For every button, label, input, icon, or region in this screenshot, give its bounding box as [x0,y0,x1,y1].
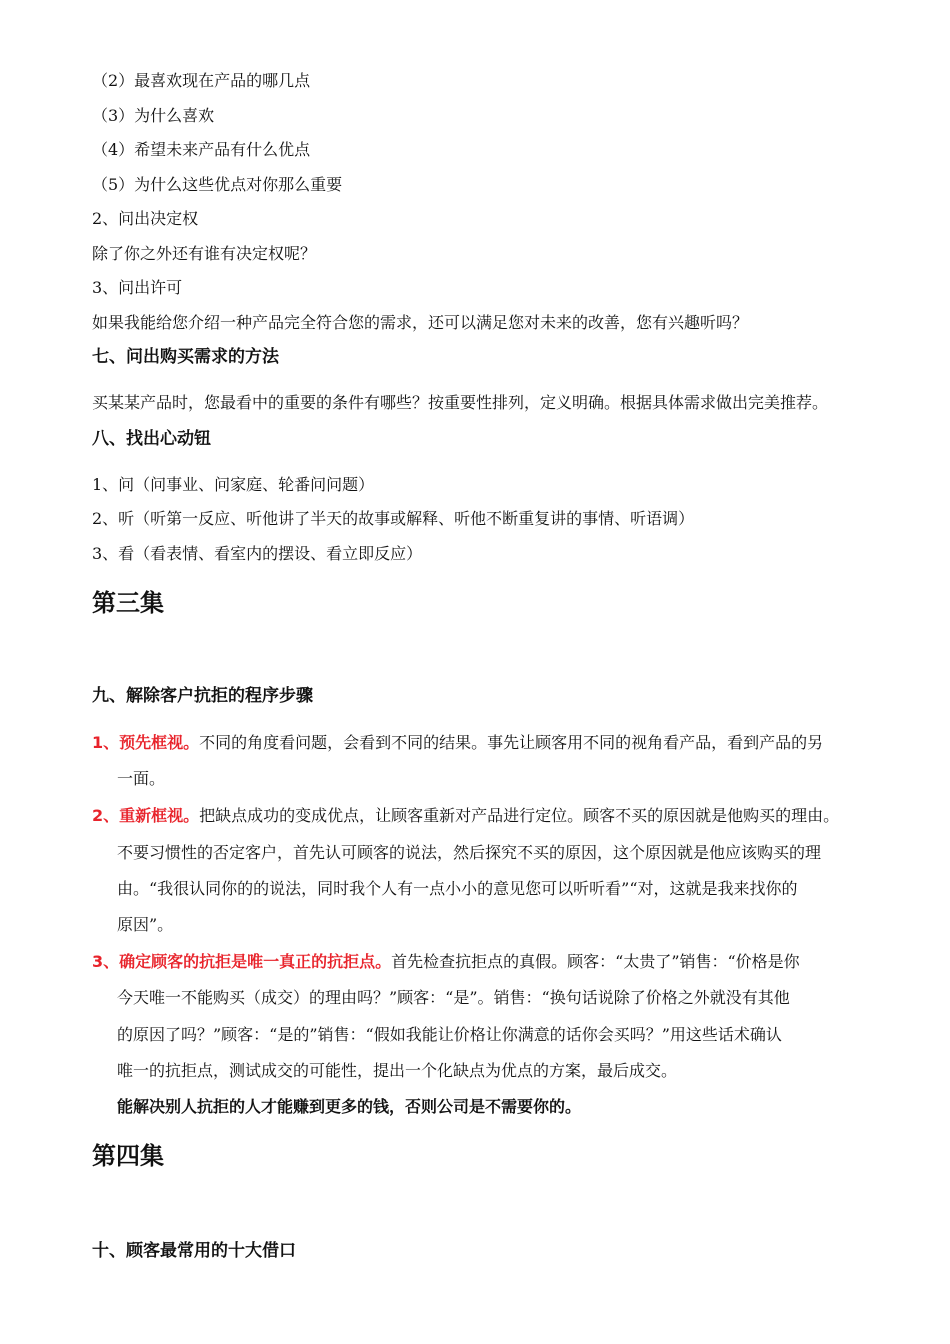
step-text: 把缺点成功的变成优点，让顾客重新对产品进行定位。顾客不买的原因就是他购买的理由。 [199,806,840,825]
episode-title: 第三集 [92,589,164,617]
step-label: 1、预先框视。 [92,733,200,752]
step-label: 2、重新框视。 [92,806,200,825]
step-text: 由。“我很认同你的的说法，同时我个人有一点小小的意见您可以听听看”“对，这就是我来找你的 [117,879,798,898]
step-line [92,805,890,827]
section-heading: 九、解除客户抗拒的程序步骤 [92,686,313,706]
section-heading: 十、顾客最常用的十大借口 [92,1241,296,1261]
step-text: 唯一的抗拒点，测试成交的可能性，提出一个化缺点为优点的方案，最后成交。 [117,1061,678,1080]
step-text: 原因”。 [117,915,174,934]
list-item: （5）为什么这些优点对你那么重要 [92,175,343,194]
emphasis-note: 能解决别人抗拒的人才能赚到更多的钱，否则公司是不需要你的。 [117,1097,582,1116]
step-line [92,732,890,754]
step-label: 3、确定顾客的抗拒是唯一真正的抗拒点。 [92,952,392,971]
step-text: 首先检查抗拒点的真假。顾客：“太贵了”销售：“价格是你 [391,952,800,971]
episode-title: 第四集 [92,1142,164,1170]
step-text: 一面。 [117,769,166,788]
step-text: 不同的角度看问题，会看到不同的结果。事先让顾客用不同的视角看产品，看到产品的另 [199,733,824,752]
step-text: 不要习惯性的否定客户，首先认可顾客的说法，然后探究不买的原因，这个原因就是他应该购买的理 [117,843,822,862]
step-text: 的原因了吗？”顾客：“是的”销售：“假如我能让价格让你满意的话你会买吗？”用这些话术确认 [117,1025,782,1044]
list-item: 2、问出决定权 [92,209,199,228]
paragraph: 如果我能给您介绍一种产品完全符合您的需求，还可以满足您对未来的改善，您有兴趣听吗？ [92,313,749,332]
list-item: 3、问出许可 [92,278,183,297]
section-heading: 八、找出心动钮 [92,429,211,449]
section-heading: 七、问出购买需求的方法 [92,347,279,367]
step-line [92,951,890,973]
paragraph: 买某某产品时，您最看中的重要的条件有哪些？按重要性排列，定义明确。根据具体需求做出完美推荐。 [92,393,829,412]
step-text: 今天唯一不能购买（成交）的理由吗？”顾客：“是”。销售：“换句话说除了价格之外就没有其他 [117,988,790,1007]
paragraph: 除了你之外还有谁有决定权呢？ [92,244,317,263]
list-item: 1、问（问事业、问家庭、轮番问问题） [92,475,375,494]
list-item: 2、听（听第一反应、听他讲了半天的故事或解释、听他不断重复讲的事情、听语调） [92,509,695,528]
list-item: 3、看（看表情、看室内的摆设、看立即反应） [92,544,423,563]
list-item: （4）希望未来产品有什么优点 [92,140,311,159]
list-item: （2）最喜欢现在产品的哪几点 [92,71,311,90]
list-item: （3）为什么喜欢 [92,106,215,125]
